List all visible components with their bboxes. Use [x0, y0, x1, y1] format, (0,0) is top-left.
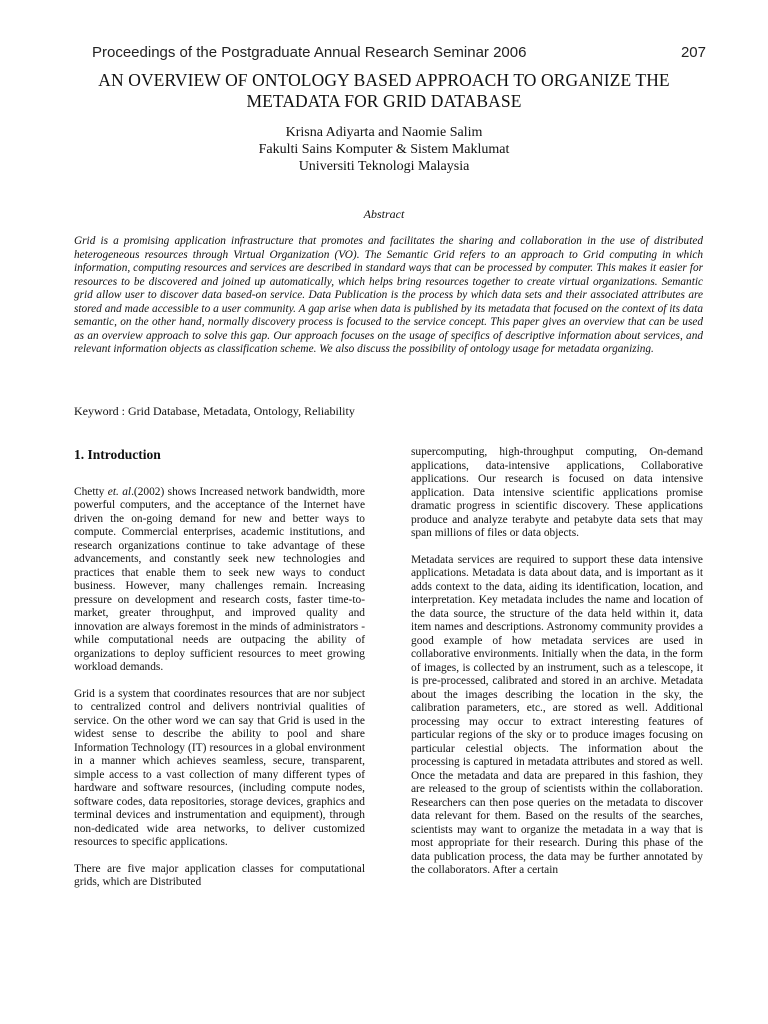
citation-etal: et. al: [107, 485, 132, 498]
right-paragraph-1: supercomputing, high-throughput computing, On-demand applications, data-intensive applications, Collaborative applications. Our research is focused on data intensive application. Data intensive scientific applications promise dramatic progress in scientific discovery. These applications produce and analyze terabyte and petabyte data sets that may span millions of files or data objects.: [411, 446, 703, 539]
intro-paragraph-1-text: .(2002) shows Increased network bandwidth, more powerful computers, and the acceptance of the Internet have driven the on-going demand for new and better ways to compute. Commercial enterprises, academic institutions, and research organizations continue to take advantage of these advancements, and constantly seek new technologies and practices that enable them to seek new ways to conduct business. However, many challenges remain. Increasing pressure on development and research costs, faster time-to-market, greater throughput, and improved quality and innovation are always foremost in the minds of administrators - while computational needs are outpacing the ability of organizations to deploy sufficient resources to meet growing workload demands.: [74, 485, 365, 673]
paper-title: [40, 70, 728, 112]
keywords: Keyword : Grid Database, Metadata, Ontology, Reliability: [74, 404, 355, 418]
title-line-2: METADATA FOR GRID DATABASE: [246, 91, 522, 111]
abstract-text: Grid is a promising application infrastructure that promotes and facilitates the sharing and collaboration in the use of distributed heterogeneous resources through Virtual Organization (VO). The Semantic Grid refers to an approach to Grid computing in which information, computing resources and services are described in standard ways that can be processed by computer. This makes it easier for resources to be discovered and joined up automatically, which helps bring resources together to create virtual organizations. Semantic grid allow user to discover data based-on service. Data Publication is the process by which data sets and their associated attributes are stored and made accessible to a user community. A gap arise when data is published by its metadata that focused on the context of its data semantic, on the other hand, normally discovery process is focused to the service concept. This paper gives an overview that can be used as an overview approach to solve this gap. Our approach focuses on the usage of specifics of descriptive information about services, and relevant information objects as classification scheme. We also discuss the possibility of ontology usage for metadata organizing.: [74, 235, 703, 355]
proceedings-title: Proceedings of the Postgraduate Annual Research Seminar 2006: [92, 44, 527, 61]
title-line-1: AN OVERVIEW OF ONTOLOGY BASED APPROACH TO ORGANIZE THE: [98, 70, 670, 90]
left-column: [74, 446, 365, 903]
abstract-heading: Abstract: [363, 207, 405, 221]
page-number: 207: [680, 44, 706, 61]
affiliation-university: Universiti Teknologi Malaysia: [298, 159, 470, 174]
section-heading-introduction: 1. Introduction: [74, 447, 161, 462]
author-block: [40, 124, 728, 175]
intro-paragraph-2: Grid is a system that coordinates resources that are nor subject to centralized control and delivers nontrivial qualities of service. On the other word we can say that Grid is used in the widest sense to describe the ability to pool and share Information Technology (IT) resources in a global environment in a manner which achieves seamless, secure, transparent, simple access to a vast collection of many different types of hardware and software resources, (including compute nodes, software codes, data repositories, storage devices, graphics and terminal devices and instrumentation and equipment), through non-dedicated wide area networks, to deliver customized resources to specific applications.: [74, 687, 365, 848]
right-column: [411, 446, 703, 891]
citation-author: Chetty: [74, 485, 108, 498]
intro-paragraph-3: There are five major application classes for computational grids, which are Distributed: [74, 862, 365, 888]
author-names: Krisna Adiyarta and Naomie Salim: [285, 125, 483, 140]
intro-paragraph-1: [74, 486, 365, 675]
right-paragraph-2: Metadata services are required to support these data intensive applications. Metadata is data about data, and is important as it adds context to the data, aiding its identification, location, and interpretation. Key metadata includes the name and location of the data source, the structure of the data held within it, data item names and descriptions. Astronomy community provides a good example of how metadata services are used in collaborative environments. Initially when the data, in the form of images, is collected by an instrument, such as a telescope, it is pre-processed, calibrated and stored in an archive. Metadata about the images describing the location in the sky, the calibration parameters, etc., are stored as well. Additional processing may occur to extract interesting features of particular regions of the sky or to produce images focusing on particular celestial objects. The information about the processing is captured in metadata attributes and stored as well. Once the metadata and data are prepared in this fashion, they are released to the group of scientists within the collaboration. Researchers can then pose queries on the metadata to discover data relevant for them. Based on the results of the searches, scientists may want to organize the metadata in a way that is most appropriate for their research. During this phase of the data publication process, the data may be further annotated by the collaborators. After a certain: [411, 553, 703, 876]
running-header: [92, 44, 706, 61]
affiliation-faculty: Fakulti Sains Komputer & Sistem Maklumat: [258, 142, 510, 157]
